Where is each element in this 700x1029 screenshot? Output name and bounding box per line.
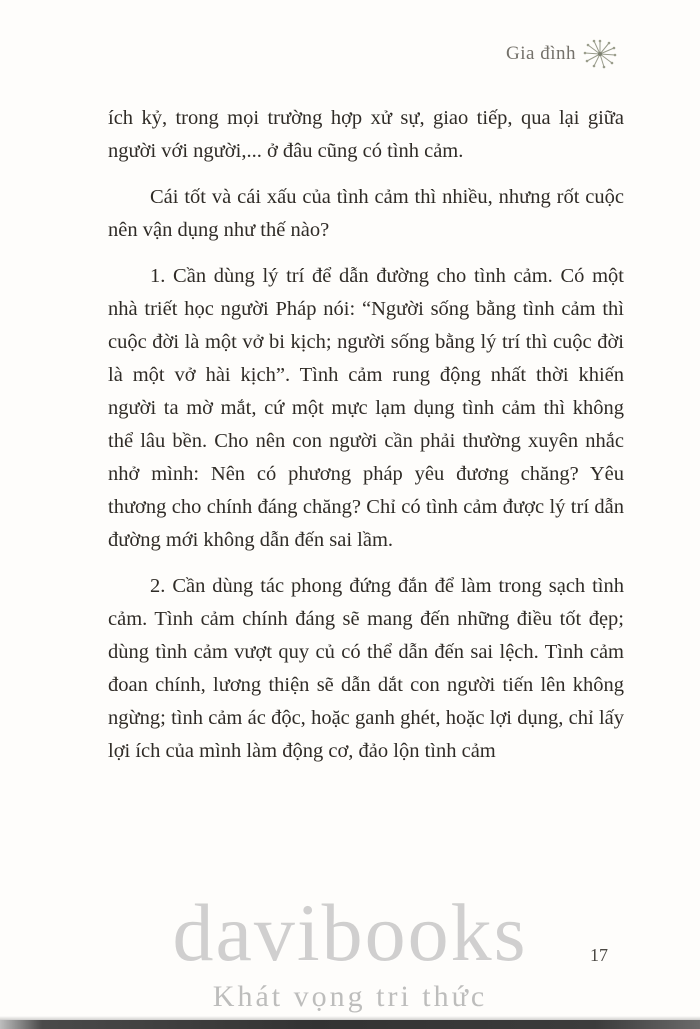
scan-edge xyxy=(0,1020,700,1029)
paragraph: 2. Cần dùng tác phong đứng đắn để làm trong sạch tình cảm. Tình cảm chính đáng sẽ mang đến những điều tốt đẹp; dùng tình cảm vượt quy củ có thể dẫn đến sai lệch. Tình cảm đoan chính, lương thiện sẽ dẫn dắt con người tiến lên không ngừng; tình cảm ác độc, hoặc ganh ghét, hoặc lợi dụng, chỉ lấy lợi ích của mình làm động cơ, đảo lộn tình cảm xyxy=(108,575,624,762)
watermark-slogan: Khát vọng tri thức xyxy=(212,980,488,1013)
watermark-logo: davibooks xyxy=(172,887,528,978)
flower-icon xyxy=(582,38,618,70)
body-text xyxy=(108,102,624,781)
running-head xyxy=(506,38,618,70)
paragraph: ích kỷ, trong mọi trường hợp xử sự, giao tiếp, qua lại giữa người với người,... ở đâu cũng có tình cảm. xyxy=(108,107,624,162)
running-head-title: Gia đình xyxy=(506,43,576,64)
paragraph: 1. Cần dùng lý trí để dẫn đường cho tình cảm. Có một nhà triết học người Pháp nói: “Người sống bằng tình cảm thì cuộc đời là một vở bi kịch; người sống bằng lý trí thì cuộc đời là một vở hài kịch”. Tình cảm rung động nhất thời khiến người ta mờ mắt, cứ một mực lạm dụng tình cảm thì không thể lâu bền. Cho nên con người cần phải thường xuyên nhắc nhở mình: Nên có phương pháp yêu đương chăng? Yêu thương cho chính đáng chăng? Chỉ có tình cảm được lý trí dẫn đường mới không dẫn đến sai lầm. xyxy=(108,265,624,551)
paragraph: Cái tốt và cái xấu của tình cảm thì nhiều, nhưng rốt cuộc nên vận dụng như thế nào? xyxy=(108,186,624,241)
page-number: 17 xyxy=(590,945,608,965)
